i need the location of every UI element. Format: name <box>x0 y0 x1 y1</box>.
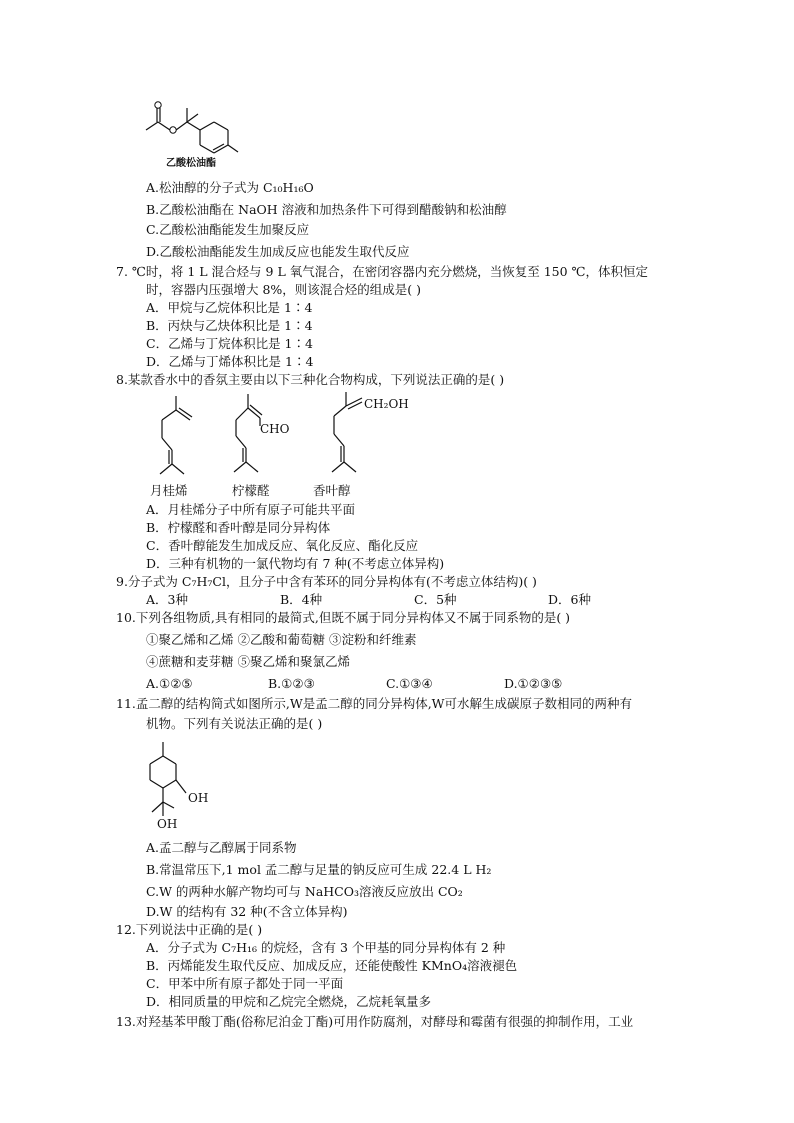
myrcene-label: 月桂烯 <box>150 483 188 498</box>
q11-option-c: C.W 的两种水解产物均可与 NaHCO₃溶液反应放出 CO₂ <box>146 884 463 899</box>
q12-option-a: A．分子式为 C₇H₁₆ 的烷烃，含有 3 个甲基的同分异构体有 2 种 <box>146 940 506 955</box>
q7-option-d: D．乙烯与丁烯体积比是 1∶4 <box>146 354 314 369</box>
menthane-oh-label-2: OH <box>157 817 178 831</box>
q7-stem-line1: 7. ℃时，将 1 L 混合烃与 9 L 氧气混合，在密闭容器内充分燃烧，当恢复至 150 ℃，体积恒定 <box>116 264 649 279</box>
citral-structure <box>228 392 298 482</box>
geraniol-label: 香叶醇 <box>313 483 351 498</box>
q11-stem-line1: 11.孟二醇的结构简式如图所示,W是孟二醇的同分异构体,W可水解生成碳原子数相同的两种有 <box>116 696 633 711</box>
q12-option-b: B．丙烯能发生取代反应、加成反应，还能使酸性 KMnO₄溶液褪色 <box>146 958 518 973</box>
q9-option-c: C．5种 <box>414 592 457 607</box>
q12-option-d: D．相同质量的甲烷和乙烷完全燃烧，乙烷耗氧量多 <box>146 994 432 1009</box>
q7-option-b: B．丙炔与乙炔体积比是 1∶4 <box>146 318 313 333</box>
q10-option-b: B.①②③ <box>268 676 315 691</box>
citral-label: 柠檬醛 <box>232 483 270 498</box>
q9-option-b: B．4种 <box>280 592 323 607</box>
q11-option-b: B.常温常压下,1 mol 孟二醇与足量的钠反应可生成 22.4 L H₂ <box>146 862 492 877</box>
q11-stem-line2: 机物。下列有关说法正确的是( ) <box>146 716 323 731</box>
myrcene-structure <box>150 392 210 482</box>
q12-stem: 12.下列说法中正确的是( ) <box>116 922 263 937</box>
q8-option-a: A．月桂烯分子中所有原子可能共平面 <box>146 502 356 517</box>
q10-items-row2: ④蔗糖和麦芽糖 ⑤聚乙烯和聚氯乙烯 <box>146 654 350 669</box>
menthane-oh-label-1: OH <box>188 791 209 805</box>
terpinyl-acetate-label: 乙酸松油酯 <box>166 158 216 169</box>
q7-stem-line2: 时，容器内压强增大 8%，则该混合烃的组成是( ) <box>146 282 422 297</box>
q7-option-c: C．乙烯与丁烷体积比是 1∶4 <box>146 336 313 351</box>
q9-option-d: D．6种 <box>548 592 591 607</box>
q8-option-b: B．柠檬醛和香叶醇是同分异构体 <box>146 520 331 535</box>
q8-stem: 8.某款香水中的香氛主要由以下三种化合物构成，下列说法正确的是( ) <box>116 372 505 387</box>
q9-option-a: A．3种 <box>146 592 188 607</box>
citral-cho-label: CHO <box>260 422 290 436</box>
q6-option-d: D.乙酸松油酯能发生加成反应也能发生取代反应 <box>146 244 410 259</box>
q6-option-a: A.松油醇的分子式为 C₁₀H₁₆O <box>146 180 314 195</box>
q6-option-b: B.乙酸松油酯在 NaOH 溶液和加热条件下可得到醋酸钠和松油醇 <box>146 202 507 217</box>
q8-option-c: C．香叶醇能发生加成反应、氧化反应、酯化反应 <box>146 538 419 553</box>
q6-option-c: C.乙酸松油酯能发生加聚反应 <box>146 222 310 237</box>
q9-stem: 9.分子式为 C₇H₇Cl，且分子中含有苯环的同分异构体有(不考虑立体结构)( ) <box>116 574 537 589</box>
q10-option-d: D.①②③⑤ <box>504 676 563 691</box>
q11-option-d: D.W 的结构有 32 种(不含立体异构) <box>146 904 348 919</box>
q10-option-c: C.①③④ <box>386 676 433 691</box>
q7-option-a: A．甲烷与乙烷体积比是 1∶4 <box>146 300 313 315</box>
q10-items-row1: ①聚乙烯和乙烯 ②乙酸和葡萄糖 ③淀粉和纤维素 <box>146 632 417 647</box>
q10-option-a: A.①②⑤ <box>146 676 193 691</box>
menthane-diol-structure <box>140 738 220 833</box>
q13-stem: 13.对羟基苯甲酸丁酯(俗称尼泊金丁酯)可用作防腐剂，对酵母和霉菌有很强的抑制作用，工业 <box>116 1014 634 1029</box>
q8-option-d: D．三种有机物的一氯代物均有 7 种(不考虑立体异构) <box>146 556 445 571</box>
q10-stem: 10.下列各组物质,具有相同的最简式,但既不属于同分异构体又不属于同系物的是( ) <box>116 610 571 625</box>
geraniol-ch2oh-label: CH₂OH <box>364 397 409 411</box>
q11-option-a: A.孟二醇与乙醇属于同系物 <box>146 840 297 855</box>
q12-option-c: C．甲苯中所有原子都处于同一平面 <box>146 976 344 991</box>
